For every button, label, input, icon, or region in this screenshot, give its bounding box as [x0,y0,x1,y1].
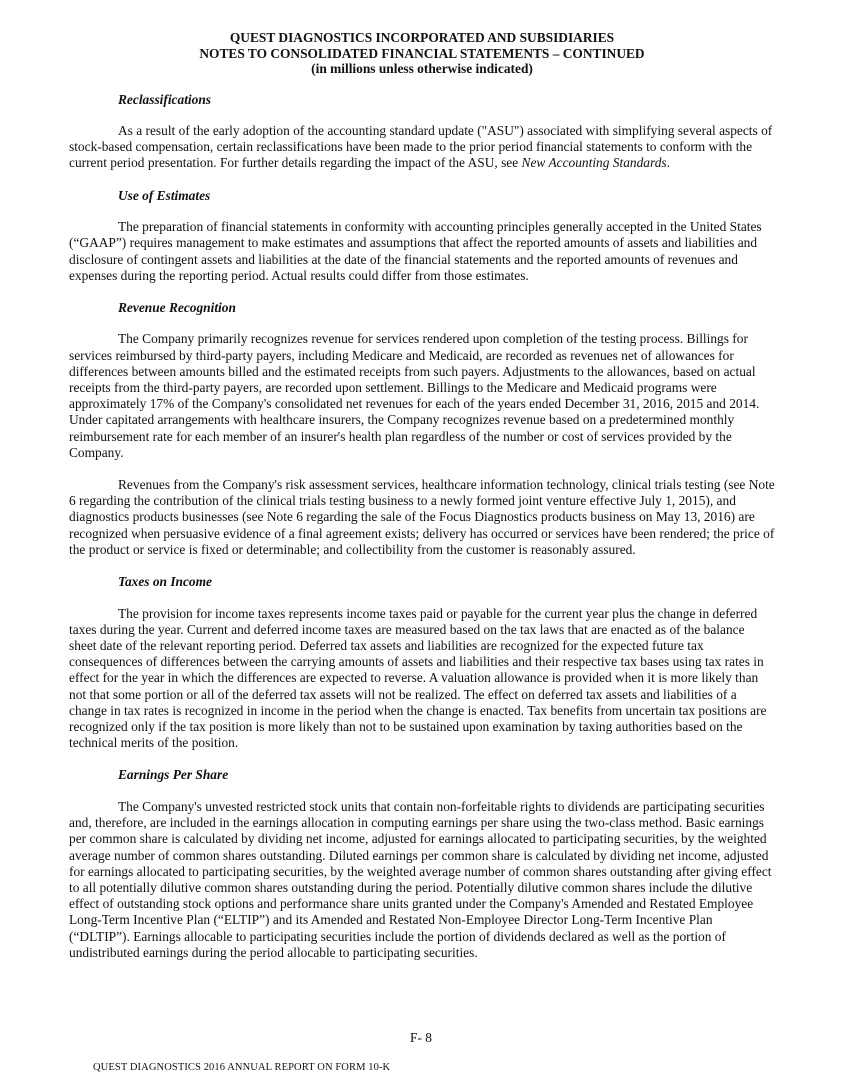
document-header [69,30,775,77]
paragraph-taxes: The provision for income taxes represents income taxes paid or payable for the current year plus the change in deferred taxes during the year. Current and deferred income taxes are measured based on the tax laws that are enacted as of the balance sheet date of the relevant reporting period. Deferred tax assets and liabilities are recognized for the expected future tax consequences of differences between the carrying amounts of assets and liabilities and their respective tax bases using tax rates in effect for the year in which the differences are expected to reverse. A valuation allowance is provided when it is more likely than not that some portion or all of the deferred tax assets will not be realized. The effect on deferred tax assets and liabilities of a change in tax rates is recognized in income in the period when the change is enacted. Tax benefits from uncertain tax positions are recognized only if the tax position is more likely than not to be sustained upon examination by taxing authorities based on the technical merits of the position. [69,605,767,751]
document-page [69,30,775,961]
section-title-reclassifications: Reclassifications [118,91,211,107]
paragraph-eps: The Company's unvested restricted stock units that contain non-forfeitable rights to dividends are participating securities and, therefore, are included in the earnings allocation in computing earnings per share using the two-class method. Basic earnings per common share is calculated by dividing net income, adjusted for earnings allocated to participating securities, by the weighted average number of common shares outstanding. Diluted earnings per common share is calculated by dividing net income, adjusted for earnings allocated to participating securities, by the weighted average number of common shares outstanding after giving effect to all potentially dilutive common shares outstanding during the period. Potentially dilutive common shares include the dilutive effect of outstanding stock options and performance share units granted under the Company's Amended and Restated Employee Long-Term Incentive Plan (“ELTIP”) and its Amended and Restated Non-Employee Director Long-Term Incentive Plan (“DLTIP”). Earnings allocable to participating securities include the portion of dividends declared as well as the portion of undistributed earnings during the period allocable to participating securities. [69,798,772,960]
section-title-taxes: Taxes on Income [118,574,212,590]
company-title: QUEST DIAGNOSTICS INCORPORATED AND SUBSIDIARIES [229,30,615,45]
paragraph-estimates: The preparation of financial statements in conformity with accounting principles generally accepted in the United States (“GAAP”) requires management to make estimates and assumptions that affect the reported amounts of assets and liabilities and disclosure of contingent assets and liabilities at the date of the financial statements and the reported amounts of revenues and expenses during the reporting period. Actual results could differ from those estimates. [69,219,762,283]
report-footer: QUEST DIAGNOSTICS 2016 ANNUAL REPORT ON FORM 10-K [93,1062,391,1073]
paragraph-text: . [666,155,670,171]
page-number: F- 8 [410,1030,432,1045]
cross-reference: New Accounting Standards [521,155,667,171]
paragraph-reclassifications [69,123,775,172]
units-note: (in millions unless otherwise indicated) [311,61,533,76]
paragraph-text: As a result of the early adoption of the accounting standard update ("ASU") associated with simplifying several aspects of stock-based compensation, certain reclassifications have been made to the prior period financial statements to conform with the current period presentation. For further details regarding the impact of the ASU, see [69,123,773,171]
notes-title: NOTES TO CONSOLIDATED FINANCIAL STATEMENTS – CONTINUED [199,45,645,61]
paragraph-revenue-1: The Company primarily recognizes revenue for services rendered upon completion of the testing process. Billings for services reimbursed by third-party payers, including Medicare and Medicaid, are recorded as revenues net of allowances for differences between amounts billed and the estimated receipts from such payers. Adjustments to the allowances, based on actual receipts from the third-party payers, are recorded upon settlement. Billings to the Medicare and Medicaid programs were approximately 17% of the Company's consolidated net revenues for each of the years ended December 31, 2016, 2015 and 2014. Under capitated arrangements with healthcare insurers, the Company recognizes revenue based on a predetermined monthly reimbursement rate for each member of an insurer's health plan regardless of the number or cost of services provided by the Company. [69,331,760,460]
paragraph-revenue-2: Revenues from the Company's risk assessment services, healthcare information technology, clinical trials testing (see Note 6 regarding the contribution of the clinical trials testing business to a newly formed joint venture effective July 1, 2015), and diagnostics products businesses (see Note 6 regarding the sale of the Focus Diagnostics products business on May 13, 2016) are recognized when persuasive evidence of a final agreement exists; delivery has occurred or services have been rendered; the price of the product or service is fixed or determinable; and collectibility from the customer is reasonably assured. [69,477,775,557]
section-title-revenue: Revenue Recognition [118,299,236,315]
section-title-estimates: Use of Estimates [118,187,211,203]
section-title-eps: Earnings Per Share [118,767,229,783]
